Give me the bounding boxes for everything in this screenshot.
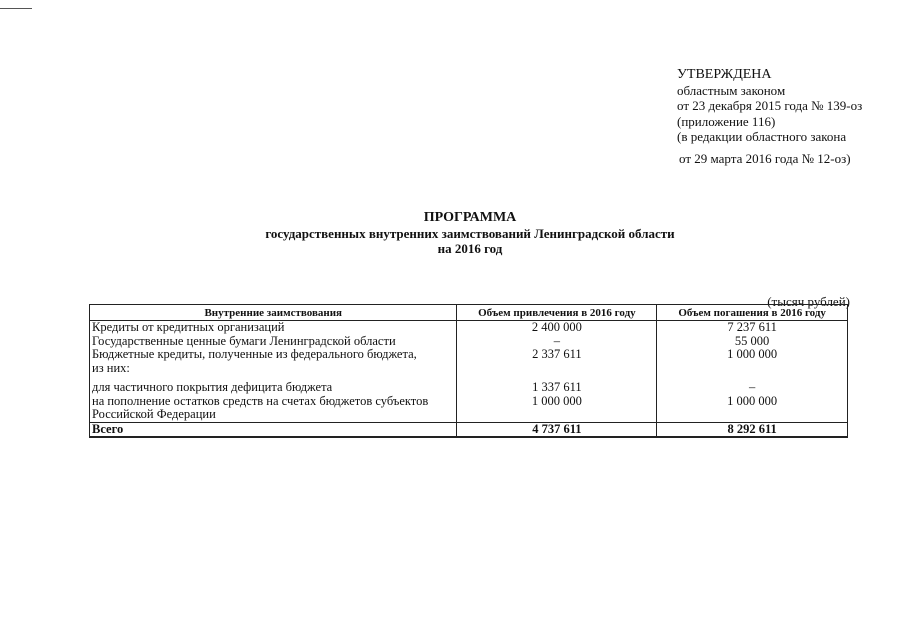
row-repay (657, 408, 848, 422)
total-borrow: 4 737 611 (457, 422, 657, 437)
header-borrowings: Внутренние заимствования (90, 305, 457, 321)
row-borrow: 1 337 611 (457, 381, 657, 395)
row-borrow (457, 408, 657, 422)
table-row (90, 395, 848, 409)
row-name: Бюджетные кредиты, полученные из федерального бюджета, (90, 348, 457, 362)
table-row (90, 321, 848, 335)
row-name: Кредиты от кредитных организаций (90, 321, 457, 335)
approval-stamp (677, 67, 862, 166)
units-note: (тысяч рублей) (767, 294, 850, 309)
table-row (90, 381, 848, 395)
table-total-row (90, 422, 848, 437)
row-repay (657, 362, 848, 376)
row-borrow: – (457, 335, 657, 349)
approval-line: (приложение 116) (677, 113, 776, 129)
row-name: из них: (90, 362, 457, 376)
total-repay: 8 292 611 (657, 422, 848, 437)
row-borrow (457, 362, 657, 376)
row-repay: 1 000 000 (657, 348, 848, 362)
header-borrow-volume: Объем привлечения в 2016 году (457, 305, 657, 321)
table-header-row (90, 305, 848, 321)
approval-line: от 29 марта 2016 года № 12-оз) (679, 150, 851, 166)
row-borrow: 2 400 000 (457, 321, 657, 335)
table-row (90, 408, 848, 422)
approval-line: областным законом (677, 82, 786, 98)
title-line-1: ПРОГРАММА (423, 210, 517, 225)
top-edge-mark (0, 8, 32, 9)
approval-line: от 23 декабря 2015 года № 139-оз (677, 98, 863, 113)
title-line-2: государственных внутренних заимствований Ленинградской области (265, 226, 675, 241)
row-borrow: 2 337 611 (457, 348, 657, 362)
table-row (90, 335, 848, 349)
row-name: для частичного покрытия дефицита бюджета (90, 381, 457, 395)
title-line-3: на 2016 год (437, 241, 503, 256)
row-repay: 7 237 611 (657, 321, 848, 335)
table-row (90, 348, 848, 362)
row-name: Российской Федерации (90, 408, 457, 422)
row-repay: 1 000 000 (657, 395, 848, 409)
row-repay: – (657, 381, 848, 395)
total-name: Всего (90, 422, 457, 437)
row-name: на пополнение остатков средств на счетах бюджетов субъектов (90, 395, 457, 409)
row-name: Государственные ценные бумаги Ленинградской области (90, 335, 457, 349)
approval-line: УТВЕРЖДЕНА (677, 67, 772, 82)
table-row (90, 362, 848, 376)
row-borrow: 1 000 000 (457, 395, 657, 409)
approval-line: (в редакции областного закона (677, 129, 847, 144)
document-title (230, 210, 710, 256)
borrowings-table (89, 304, 848, 438)
row-repay: 55 000 (657, 335, 848, 349)
header-repay-volume: Объем погашения в 2016 году (657, 305, 848, 321)
